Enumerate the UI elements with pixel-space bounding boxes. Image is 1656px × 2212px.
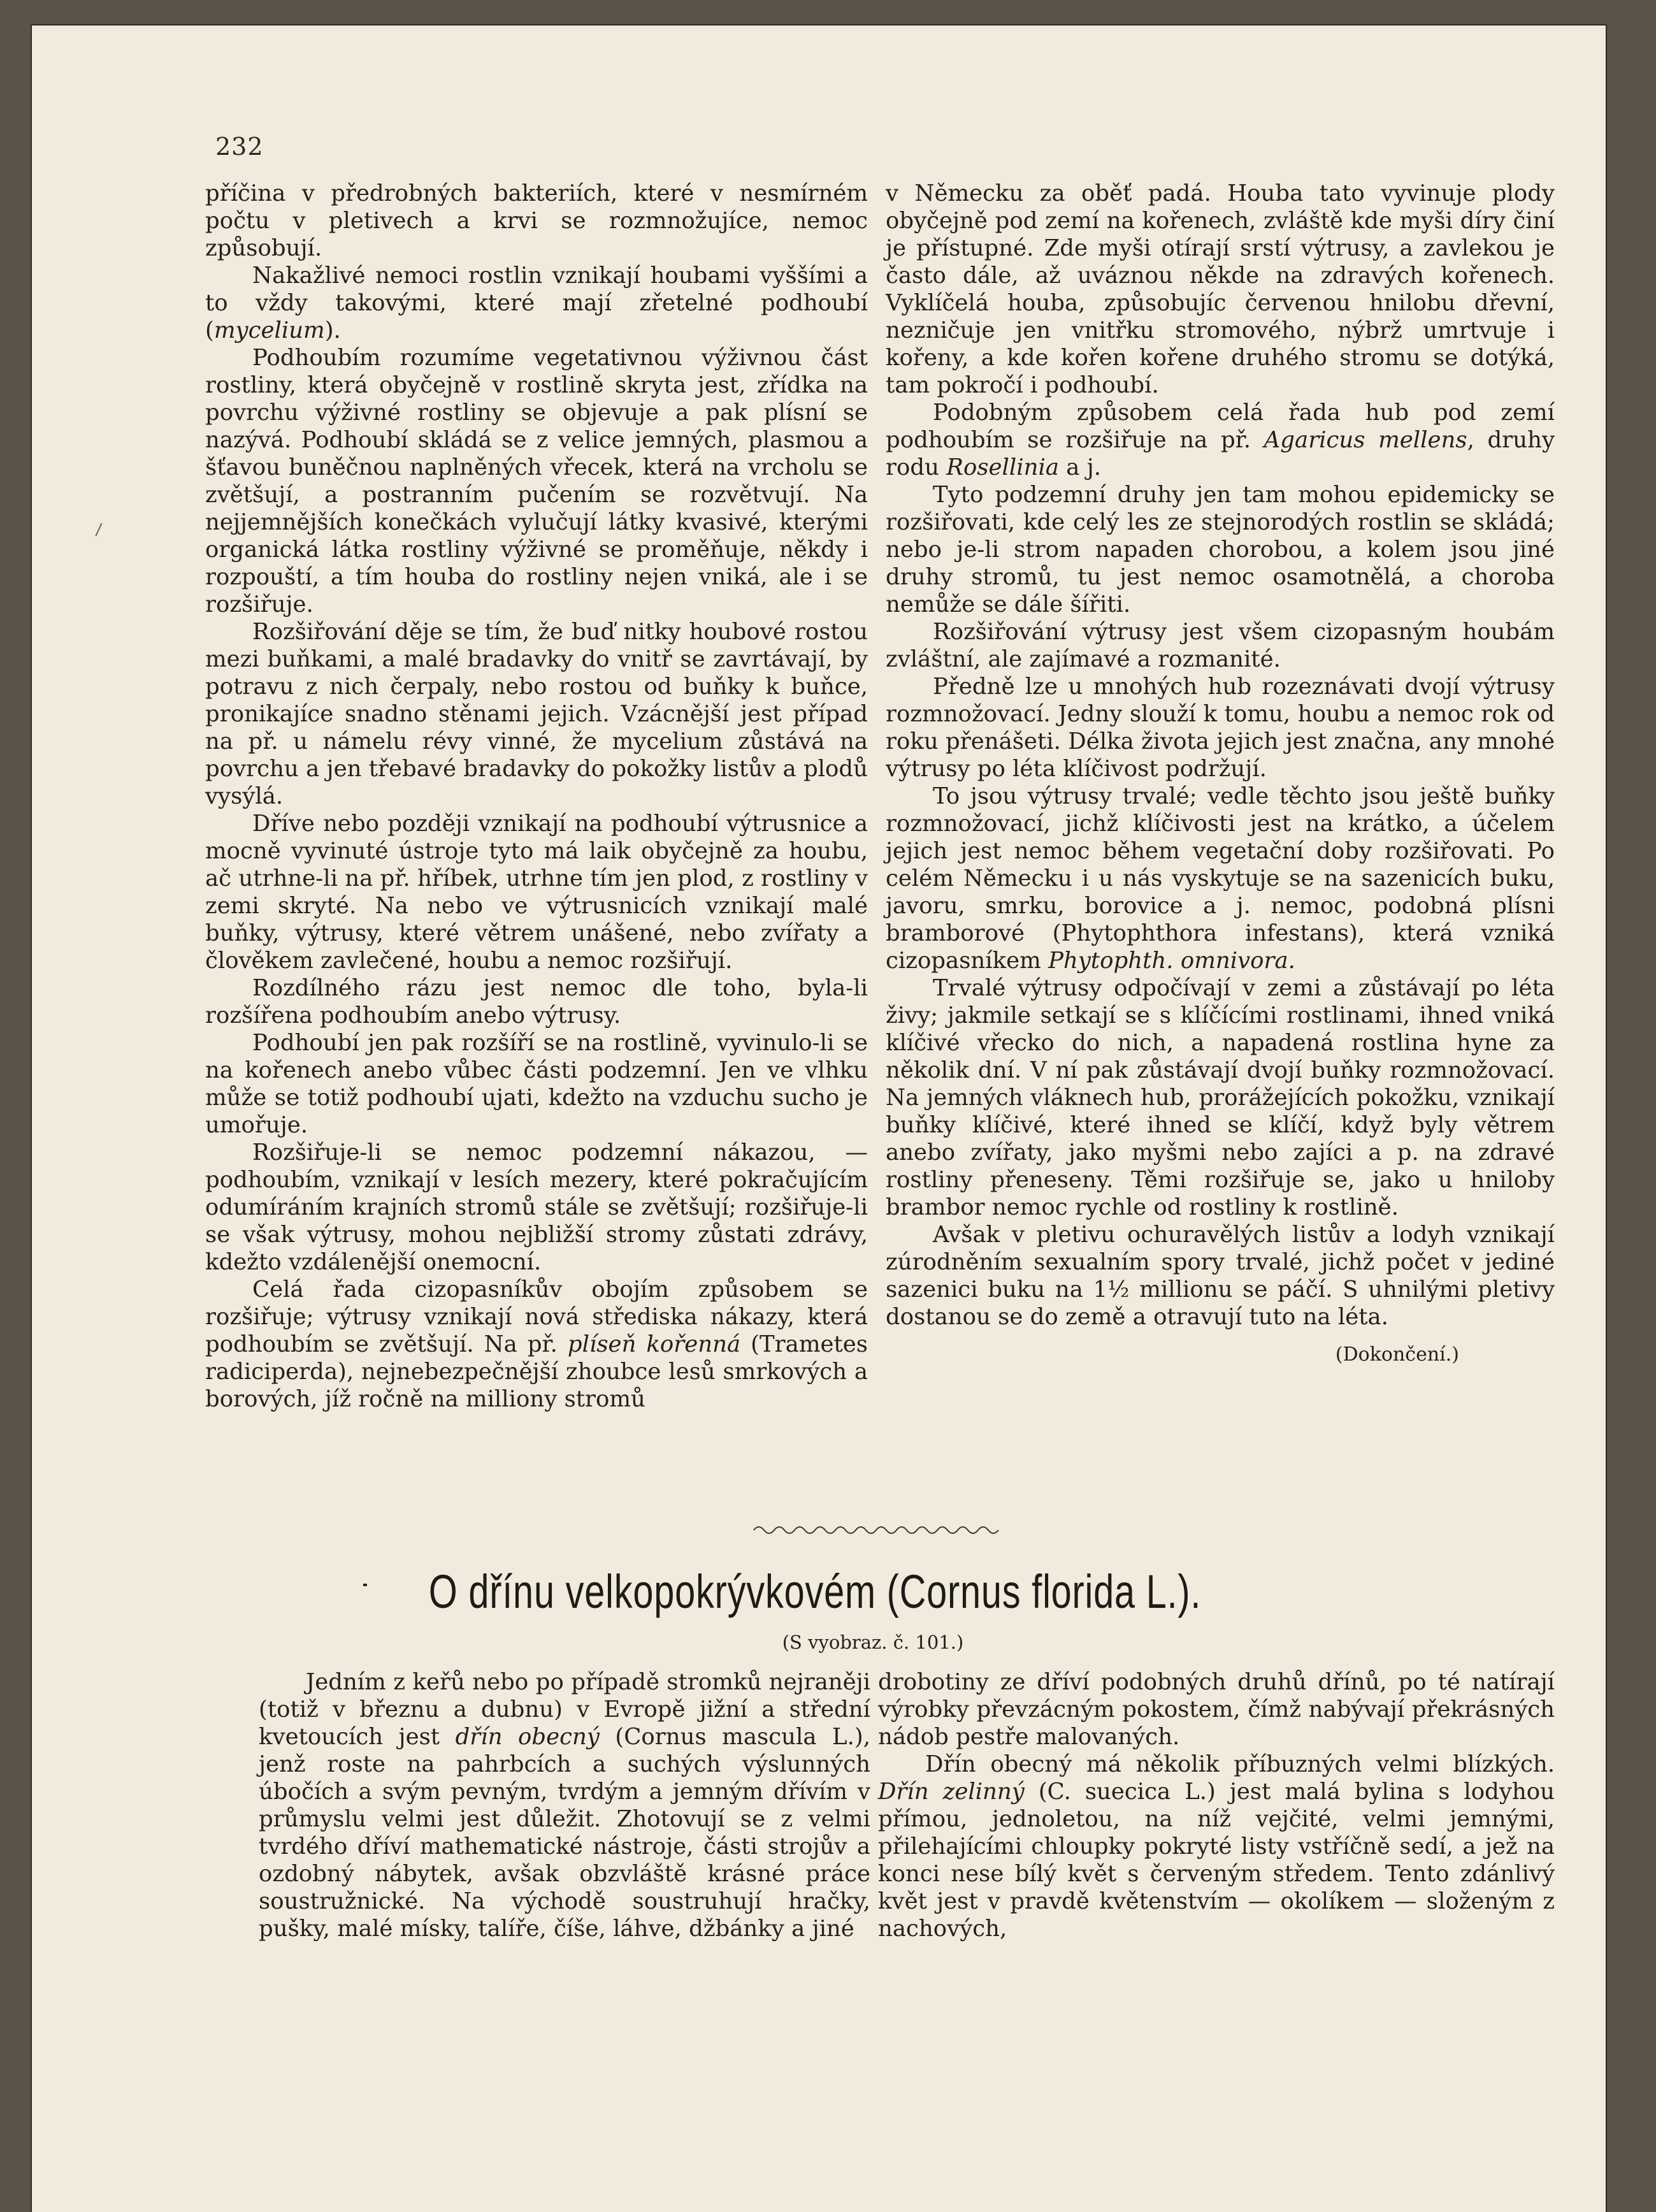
article2-right-column xyxy=(878,1668,1555,1942)
article-subtitle: (S vyobraz. č. 101.) xyxy=(782,1631,964,1653)
paragraph xyxy=(259,1668,870,1942)
text-run: Jedním z keřů nebo po případě stromků nejraněji (totiž v březnu a dubnu) v Evropě jižní a střední kvetoucích jest xyxy=(259,1669,870,1750)
italic-term: mycelium xyxy=(213,317,325,343)
paragraph xyxy=(878,1751,1555,1942)
text-run: Dřín obecný má několik příbuzných velmi blízkých. xyxy=(925,1751,1555,1777)
text-run: To jsou výtrusy trvalé; vedle těchto jsou ještě buňky rozmnožovací, jichž klíčivosti jest na krátko, a účelem jejich jest nemoc během vegetační doby rozšiřovati. Po celém Německu i u nás vyskytuje se na sazenicích buku, javoru, smrku, borovice a j. nemoc, podobná plísni bramborové (Phytophthora infestans), která vzniká cizopasníkem xyxy=(886,783,1555,974)
article1-left-column xyxy=(205,180,868,1413)
text-run: Celá řada cizopasníkův obojím způsobem se rozšiřuje; výtrusy vznikají nová střediska nákazy, která podhoubím se zvětšují. Na př. xyxy=(205,1276,868,1357)
text-run: , druhy rodu xyxy=(886,427,1555,481)
paragraph: Rozdílného rázu jest nemoc dle toho, byla-li rozšířena podhoubím anebo výtrusy. xyxy=(205,975,868,1029)
italic-term: Dřín zelinný xyxy=(878,1779,1025,1805)
article1-right-text xyxy=(886,180,1555,1331)
paragraph: v Německu za oběť padá. Houba tato vyvinuje plody obyčejně pod zemí na kořenech, zvláště kde myši díry činí je přístupné. Zde myši otírají srstí výtrusy, a zavlekou je často dále, až uváznou někde na zdravých kořenech. Vyklíčelá houba, způsobujíc červenou hnilobu dřevní, nezničuje jen vnitřku stromového, nýbrž umrtvuje i kořeny, a kde kořen kořene druhého stromu se dotýká, tam pokročí i podhoubí. xyxy=(886,180,1555,398)
italic-term: dřín obecný xyxy=(455,1724,600,1750)
paragraph: Dříve nebo později vznikají na podhoubí výtrusnice a mocně vyvinuté ústroje tyto má laik obyčejně za houbu, ač utrhne-li na př. hříbek, utrhne tím jen plod, z rostliny v zemi skryté. Na nebo ve výtrusnicích vznikají malé buňky, výtrusy, které větrem unášené, nebo zvířaty a člověkem zavlečené, houbu a nemoc rozšiřují. xyxy=(205,811,868,974)
continuation-note: (Dokončení.) xyxy=(1335,1343,1459,1366)
paragraph: Předně lze u mnohých hub rozeznávati dvojí výtrusy rozmnožovací. Jedny slouží k tomu, houbu a nemoc rok od roku přenášeti. Délka života jejich jest značna, any mnohé výtrusy po léta klíčivost podržují. xyxy=(886,674,1555,782)
paragraph: příčina v předrobných bakteriích, které v nesmírném počtu v pletivech a krvi se rozmnožujíce, nemoc způsobují. xyxy=(205,180,868,261)
text-run: (C. suecica L.) jest malá bylina s lodyhou přímou, jednoletou, na níž vejčité, velmi jemnými, přilehajícími chloupky pokryté listy vstříčně sedí, a jež na konci nese bílý květ s červeným středem. Tento zdánlivý květ jest v pravdě květenstvím — okolíkem — složeným z nachových, xyxy=(878,1779,1555,1942)
article-title: O dřínu velkopokrývkovém (Cornus florida L.). xyxy=(428,1565,1202,1618)
decorative-wavy-divider xyxy=(751,1521,1005,1540)
paragraph xyxy=(886,783,1555,974)
paragraph: Avšak v pletivu ochuravělých listův a lodyh vznikají zúrodněním sexualním spory trvalé, jichž počet v jediné sazenici buku na 1½ millionu se páčí. S uhnilými pletivy dostanou se do země a otravují tuto na léta. xyxy=(886,1222,1555,1330)
text-run: (Cornus mascula L.), jenž roste na pahrbcích a suchých výslunných úbočích a svým pevným, tvrdým a jemným dřívím v průmyslu velmi jest důležit. Zhotovují se z velmi tvrdého dříví mathematické nástroje, části strojův a ozdobný nábytek, avšak obzvláště krásné práce soustružnické. Na východě soustruhují hračky, pušky, malé mísky, talíře, číše, láhve, džbánky a jiné xyxy=(259,1724,870,1942)
paragraph: Podhoubí jen pak rozšíří se na rostlině, vyvinulo-li se na kořenech anebo vůbec části podzemní. Jen ve vlhku může se totiž podhoubí ujati, kdežto na vzduchu sucho je umořuje. xyxy=(205,1030,868,1138)
italic-term: Phytophth. omnivora. xyxy=(1048,948,1295,974)
italic-term: Rosellinia xyxy=(946,454,1059,481)
paragraph xyxy=(205,1276,868,1413)
italic-term: plíseň kořenná xyxy=(567,1331,741,1357)
paragraph: Trvalé výtrusy odpočívají v zemi a zůstávají po léta živy; jakmile setkají se s klíčícími rostlinami, ihned vniká klíčivé vřecko do nich, a napadená rostlina hyne za několik dní. V ní pak zůstávají dvojí buňky rozmnožovací. Na jemných vláknech hub, prorážejících pokožku, vznikají buňky klíčivé, které ihned se klíčí, když byly větrem anebo zvířaty, jako myšmi nebo zajíci a p. na zdravé rostliny přeneseny. Těmi rozšiřuje se, jako u hniloby brambor nemoc rychle od rostliny k rostlině. xyxy=(886,975,1555,1220)
text-run: (Trametes radiciperda), nejnebezpečnější zhoubce lesů smrkových a borových, jíž ročně na milliony stromů xyxy=(205,1331,868,1412)
text-run: Podobným způsobem celá řada hub pod zemí podhoubím se rozšiřuje na př. xyxy=(886,400,1555,453)
paragraph: Tyto podzemní druhy jen tam mohou epidemicky se rozšiřovati, kde celý les ze stejnorodých rostlin se skládá; nebo je-li strom napaden chorobou, a kolem jsou jiné druhy stromů, tu jest nemoc osamotnělá, a choroba nemůže se dále šířiti. xyxy=(886,482,1555,618)
article1-right-column xyxy=(886,180,1555,1368)
text-run: ). xyxy=(324,317,341,343)
margin-mark xyxy=(95,523,102,537)
paragraph xyxy=(886,399,1555,481)
paragraph: Rozšiřuje-li se nemoc podzemní nákazou, — podhoubím, vznikají v lesích mezery, které pokračujícím odumíráním krajních stromů stále se zvětšují; rozšiřuje-li se však výtrusy, mohou nejbližší stromy zůstati zdrávy, kdežto vzdálenější onemocní. xyxy=(205,1139,868,1275)
text-run: Nakažlivé nemoci rostlin vznikají houbami vyššími a to vždy takovými, které mají zřetelné podhoubí ( xyxy=(205,263,868,343)
italic-term: Agaricus mellens xyxy=(1264,427,1467,453)
page-number: 232 xyxy=(215,133,264,161)
paragraph: Rozšiřování děje se tím, že buď nitky houbové rostou mezi buňkami, a malé bradavky do vnitř se zavrtávají, by potravu z nich čerpaly, nebo rostou od buňky k buňce, pronikajíce snadno stěnami jejich. Vzácnější jest případ na př. u námelu révy vinné, že mycelium zůstává na povrchu a jen třebavé bradavky do pokožky listův a plodů vysýlá. xyxy=(205,619,868,809)
paragraph xyxy=(205,262,868,344)
paragraph: Podhoubím rozumíme vegetativnou výživnou část rostliny, která obyčejně v rostlině skryta jest, zřídka na povrchu výživné rostliny se objevuje a pak plísní se nazývá. Podhoubí skládá se z velice jemných, plasmou a šťavou buněčnou naplněných vřecek, která na vrcholu se zvětšují, a postranním pučením se rozvětvují. Na nejjemnějších konečkách vylučují látky kvasivé, kterými organická látka rostliny výživné se proměňuje, někdy i rozpouští, a tím houba do rostliny nejen vniká, ale i se rozšiřuje. xyxy=(205,345,868,618)
paragraph: Rozšiřování výtrusy jest všem cizopasným houbám zvláštní, ale zajímavé a rozmanité. xyxy=(886,619,1555,672)
paragraph: drobotiny ze dříví podobných druhů dřínů, po té natírají výrobky převzácným pokostem, čímž nabývají překrásných nádob pestře malovaných. xyxy=(878,1669,1555,1750)
article2-left-column xyxy=(259,1668,870,1942)
scanned-page xyxy=(32,25,1606,2212)
text-run: a j. xyxy=(1059,454,1102,481)
